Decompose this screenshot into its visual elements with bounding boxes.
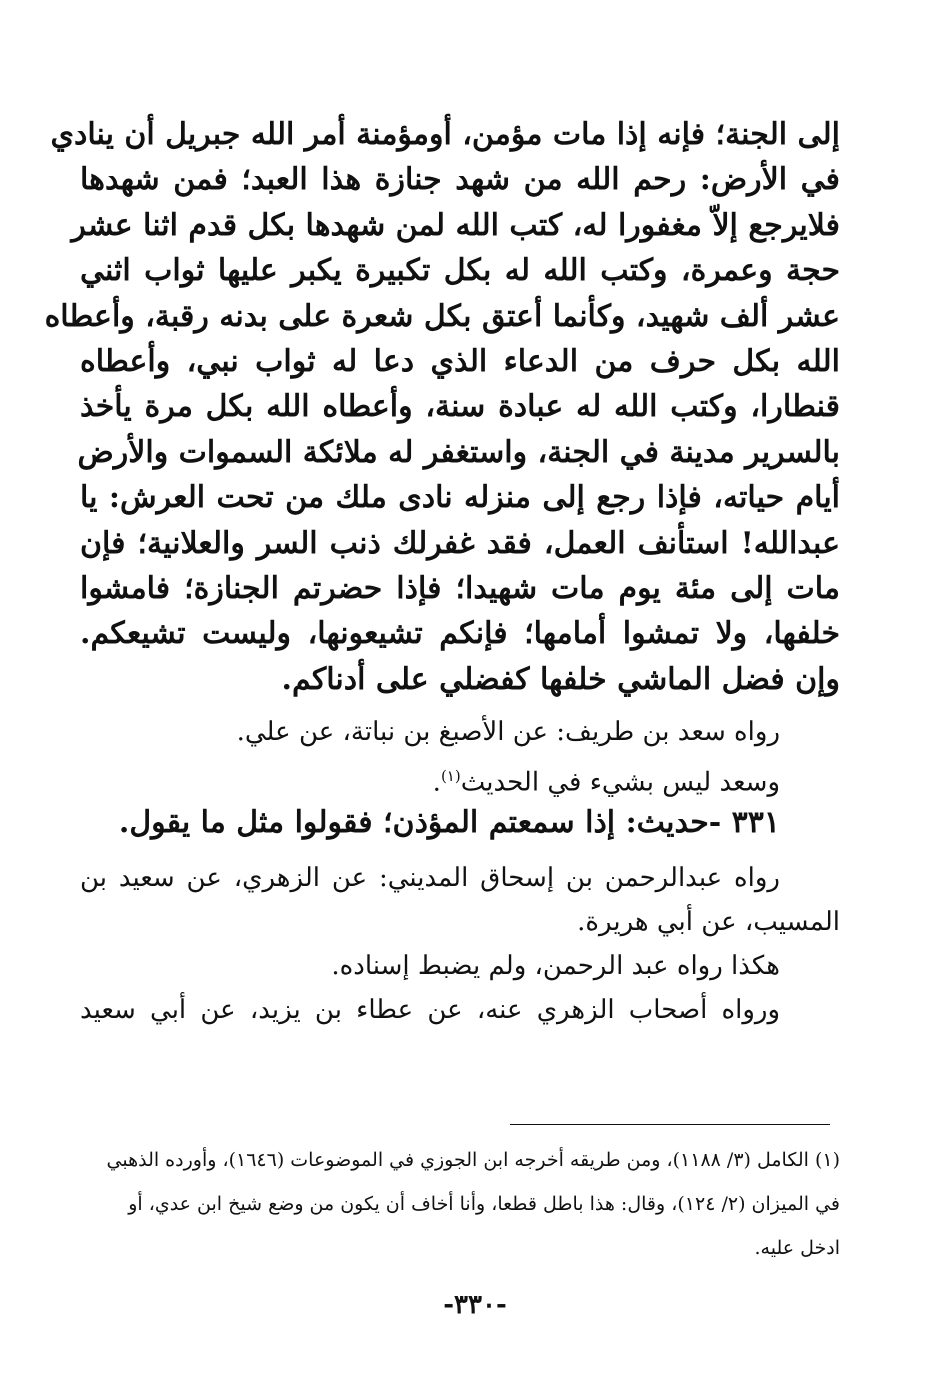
text-line: خلفها، ولا تمشوا أمامها؛ فإنكم تشيعونها، وليست تشيعكم. — [80, 616, 840, 652]
commentary — [80, 710, 840, 798]
commentary-2 — [80, 856, 840, 1032]
text-line: عبدالله! استأنف العمل، فقد غفرلك ذنب السر والعلانية؛ فإن — [80, 525, 840, 561]
narration-end: . — [432, 767, 441, 798]
text-line: بالسرير مدينة في الجنة، واستغفر له ملائكة السموات والأرض — [77, 434, 840, 470]
footnote-line: في الميزان (٢/ ١٢٤)، وقال: هذا باطل قطعا، وأنا أخاف أن يكون من وضع شيخ ابن عدي، أو — [128, 1193, 840, 1215]
footnote-line: ادخل عليه. — [754, 1237, 840, 1259]
footnote-ref: (١) — [440, 767, 461, 786]
narration-line — [80, 754, 840, 798]
narration-line: رواه سعد بن طريف: عن الأصبغ بن نباتة، عن علي. — [236, 717, 780, 748]
text-line: عشر ألف شهيد، وكأنما أعتق بكل شعرة على بدنه رقبة، وأعطاه — [44, 298, 840, 334]
hadith-text — [44, 112, 840, 702]
page-number: -٣٣٠- — [443, 1290, 507, 1320]
narration-line: هكذا رواه عبد الرحمن، ولم يضبط إسناده. — [331, 951, 780, 982]
footnote-divider — [510, 1124, 830, 1125]
narration-line: رواه عبدالرحمن بن إسحاق المديني: عن الزهري، عن سعيد بن — [80, 863, 780, 894]
text-line: الله بكل حرف من الدعاء الذي دعا له ثواب نبي، وأعطاه — [80, 343, 840, 379]
text-line: في الأرض: رحم الله من شهد جنازة هذا العبد؛ فمن شهدها — [80, 162, 840, 198]
footnotes — [80, 1138, 840, 1270]
text-line: فلايرجع إلاّ مغفورا له، كتب الله لمن شهدها بكل قدم اثنا عشر — [71, 207, 840, 243]
text-line: أيام حياته، فإذا رجع إلى منزله نادى ملك من تحت العرش: يا — [80, 480, 840, 516]
page-body — [44, 112, 840, 1032]
hadith-heading: ٣٣١ -حديث: إذا سمعتم المؤذن؛ فقولوا مثل ما يقول. — [118, 805, 780, 841]
narration-text: وسعد ليس بشيء في الحديث — [460, 767, 780, 798]
text-line: إلى الجنة؛ فإنه إذا مات مؤمن، أومؤمنة أمر الله جبريل أن ينادي — [50, 117, 840, 152]
text-line: وإن فضل الماشي خلفها كفضلي على أدناكم. — [281, 661, 840, 697]
text-line: قنطارا، وكتب الله له عبادة سنة، وأعطاه الله بكل مرة يأخذ — [80, 389, 840, 425]
text-line: حجة وعمرة، وكتب الله له بكل تكبيرة يكبر عليها ثواب اثني — [80, 253, 840, 289]
narration-line: المسيب، عن أبي هريرة. — [577, 907, 840, 938]
text-line: مات إلى مئة يوم مات شهيدا؛ فإذا حضرتم الجنازة؛ فامشوا — [80, 570, 840, 606]
footnote-line: (١) الكامل (٣/ ١١٨٨)، ومن طريقه أخرجه ابن الجوزي في الموضوعات (١٦٤٦)، وأورده الذهبي — [106, 1149, 840, 1171]
narration-line: ورواه أصحاب الزهري عنه، عن عطاء بن يزيد، عن أبي سعيد — [80, 995, 780, 1026]
